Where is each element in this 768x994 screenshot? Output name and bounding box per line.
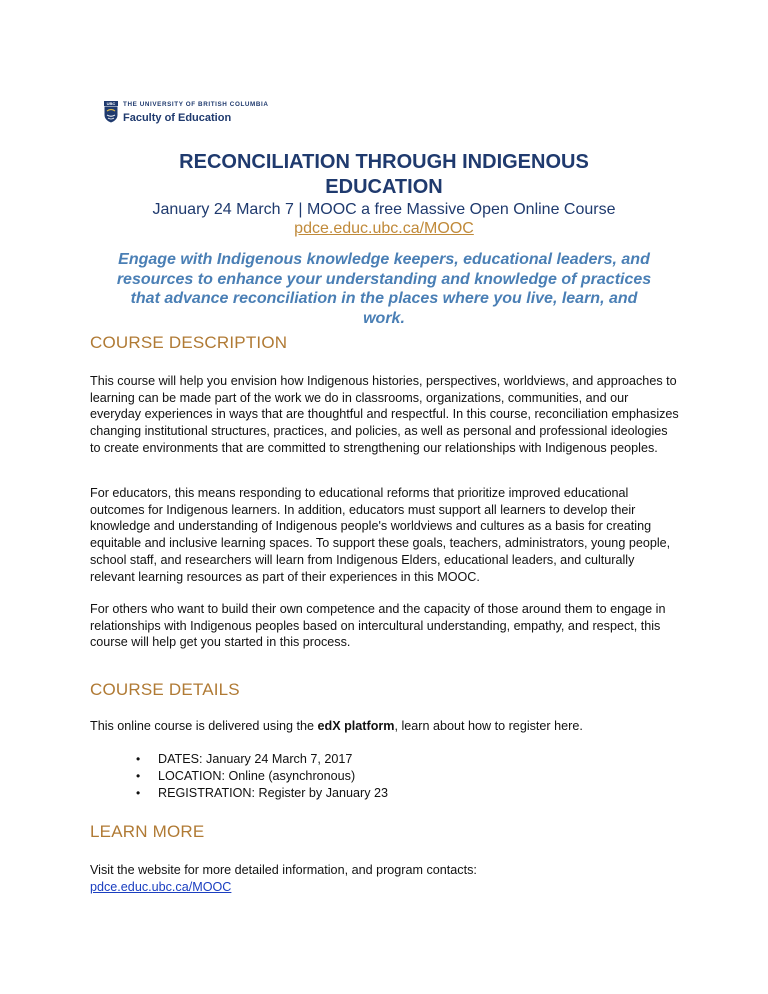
tagline-line: that advance reconciliation in the places where you live, learn, and — [130, 290, 638, 307]
course-tagline — [86, 250, 682, 328]
faculty-name: Faculty of Education — [123, 112, 232, 124]
ubc-tag: UBC — [104, 101, 118, 106]
course-details-heading: COURSE DETAILS — [90, 680, 240, 699]
title-line-2: EDUCATION — [325, 176, 443, 198]
details-intro — [90, 718, 680, 735]
page-title — [100, 150, 668, 200]
learn-more-heading: LEARN MORE — [90, 822, 205, 841]
ubc-logo — [104, 101, 269, 125]
course-url-link[interactable]: pdce.educ.ubc.ca/MOOC — [294, 220, 474, 237]
list-item-dates: • DATES: January 24 March 7, 2017 — [136, 751, 388, 768]
university-name: THE UNIVERSITY OF BRITISH COLUMBIA — [123, 101, 269, 108]
course-subtitle: January 24 March 7 | MOOC a free Massive Open Online Course — [152, 201, 616, 218]
ubc-crest-icon — [104, 101, 118, 123]
details-intro-text-end: , learn about how to register here. — [394, 719, 583, 733]
tagline-line: resources to enhance your understanding and knowledge of practices — [116, 270, 652, 288]
list-item-location: • LOCATION: Online (asynchronous) — [136, 768, 388, 785]
learn-more-text: Visit the website for more detailed information, and program contacts: — [90, 863, 477, 877]
course-description-heading: COURSE DESCRIPTION — [90, 333, 288, 352]
course-details-list — [136, 751, 388, 802]
tagline-line: Engage with Indigenous knowledge keepers, educational leaders, and — [118, 251, 650, 268]
title-line-1: RECONCILIATION THROUGH INDIGENOUS — [179, 151, 589, 173]
details-intro-text: This online course is delivered using the — [90, 719, 318, 733]
edx-platform-text: edX platform — [317, 719, 395, 733]
tagline-line: work. — [363, 309, 405, 327]
description-paragraph-2: For educators, this means responding to educational reforms that prioritize improved educational outcomes for Indigenous learners. In addition, educators must support all learners to develop their knowledge and understanding of Indigenous people's worldviews and cultures as a basis for creating equitable and inclusive learning spaces. To support these goals, teachers, administrators, young people, school staff, and researchers will learn from Indigenous Elders, educational leaders, and culturally relevant learning resources as part of their experiences in this MOOC. — [90, 486, 671, 584]
program-url-link[interactable]: pdce.educ.ubc.ca/MOOC — [90, 880, 232, 894]
list-item-registration: • REGISTRATION: Register by January 23 — [136, 785, 388, 802]
description-paragraph-3: For others who want to build their own competence and the capacity of those around them to engage in relationships with Indigenous peoples based on intercultural understanding, empathy, and respect, this course will help get you started in this process. — [90, 602, 666, 650]
description-paragraph-1: This course will help you envision how Indigenous histories, perspectives, worldviews, and approaches to learning can be made part of the work we do in classrooms, organizations, communities, and our everyday experiences in ways that are thoughtful and respectful. In this course, reconciliation emphasizes changing institutional structures, practices, and policies, as well as personal and professional ideologies to create environments that are committed to strengthening our relationships with Indigenous peoples. — [90, 374, 679, 455]
